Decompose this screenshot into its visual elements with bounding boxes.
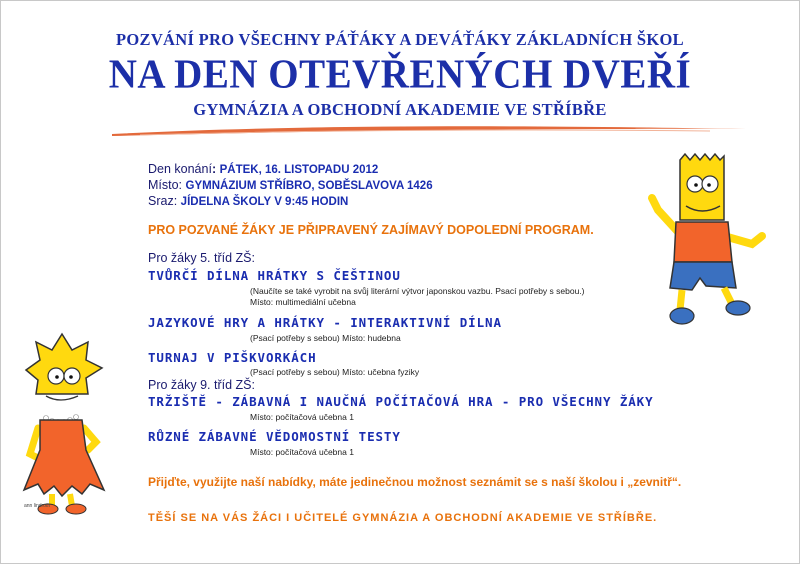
activity-tests-note: Místo: počítačová učebna 1 xyxy=(250,447,354,457)
activity-knowledge-tests: RŮZNÉ ZÁBAVNÉ VĚDOMOSTNÍ TESTY xyxy=(148,429,401,444)
meet-value: JÍDELNA ŠKOLY V 9:45 HODIN xyxy=(180,196,349,208)
page-title: NA DEN OTEVŘENÝCH DVEŘÍ xyxy=(108,51,692,98)
activity-czech-workshop: TVŮRČÍ DÍLNA HRÁTKY S ČEŠTINOU xyxy=(148,268,401,283)
activity-market-note: Místo: počítačová učebna 1 xyxy=(250,412,354,422)
activity-czech-note: (Naučíte se také vyrobit na svůj literární výtvor japonskou vazbu. Psací potřeby s sebou.) xyxy=(250,286,585,296)
closing-text: TĚŠÍ SE NA VÁS ŽÁCI I UČITELÉ GYMNÁZIA A OBCHODNÍ AKADEMIE VE STŘÍBŘE. xyxy=(148,512,658,524)
meet-label: Sraz: xyxy=(148,194,178,208)
place-label: Místo: xyxy=(148,178,183,192)
header-invitation-line: POZVÁNÍ PRO VŠECHNY PÁŤÁKY A DEVÁŤÁKY ZÁKLADNÍCH ŠKOL xyxy=(116,30,684,49)
invitation-text: Přijďte, využijte naší nabídky, máte jedinečnou možnost seznámit se s naší školou i „zevnitř“. xyxy=(148,475,682,489)
activity-market-game: TRŽIŠTĚ - ZÁBAVNÁ I NAUČNÁ POČÍTAČOVÁ HRA - PRO VŠECHNY ŽÁKY xyxy=(148,394,654,409)
activity-tic-tac-toe: TURNAJ V PIŠKVORKÁCH xyxy=(148,350,317,365)
group5-label: Pro žáky 5. tříd ZŠ: xyxy=(148,251,255,265)
activity-tic-tac-toe-note: (Psací potřeby s sebou) Místo: učebna fyziky xyxy=(250,367,420,377)
bart-simpson-illustration xyxy=(640,150,770,335)
place-value: GYMNÁZIUM STŘÍBRO, SOBĚSLAVOVA 1426 xyxy=(185,180,433,192)
date-colon: : xyxy=(211,162,217,176)
group9-label: Pro žáky 9. tříd ZŠ: xyxy=(148,378,255,392)
activity-czech-place: Místo: multimediální učebna xyxy=(250,297,356,307)
header-school-line: GYMNÁZIA A OBCHODNÍ AKADEMIE VE STŘÍBŘE xyxy=(193,100,607,119)
event-place xyxy=(148,178,433,192)
event-date xyxy=(148,162,378,176)
program-intro: PRO POZVANÉ ŽÁKY JE PŘIPRAVENÝ ZAJÍMAVÝ DOPOLEDNÍ PROGRAM. xyxy=(148,223,594,237)
lisa-simpson-illustration xyxy=(16,330,136,515)
date-value: PÁTEK, 16. LISTOPADU 2012 xyxy=(219,164,379,176)
date-label: Den konání xyxy=(148,162,212,176)
activity-language-games: JAZYKOVÉ HRY A HRÁTKY - INTERAKTIVNÍ DÍLNA xyxy=(148,315,502,330)
decorative-swoosh xyxy=(110,122,750,138)
activity-language-note: (Psací potřeby s sebou) Místo: hudebna xyxy=(250,333,401,343)
event-meeting xyxy=(148,194,348,208)
illustration-credit: ann lindroth xyxy=(24,503,51,509)
